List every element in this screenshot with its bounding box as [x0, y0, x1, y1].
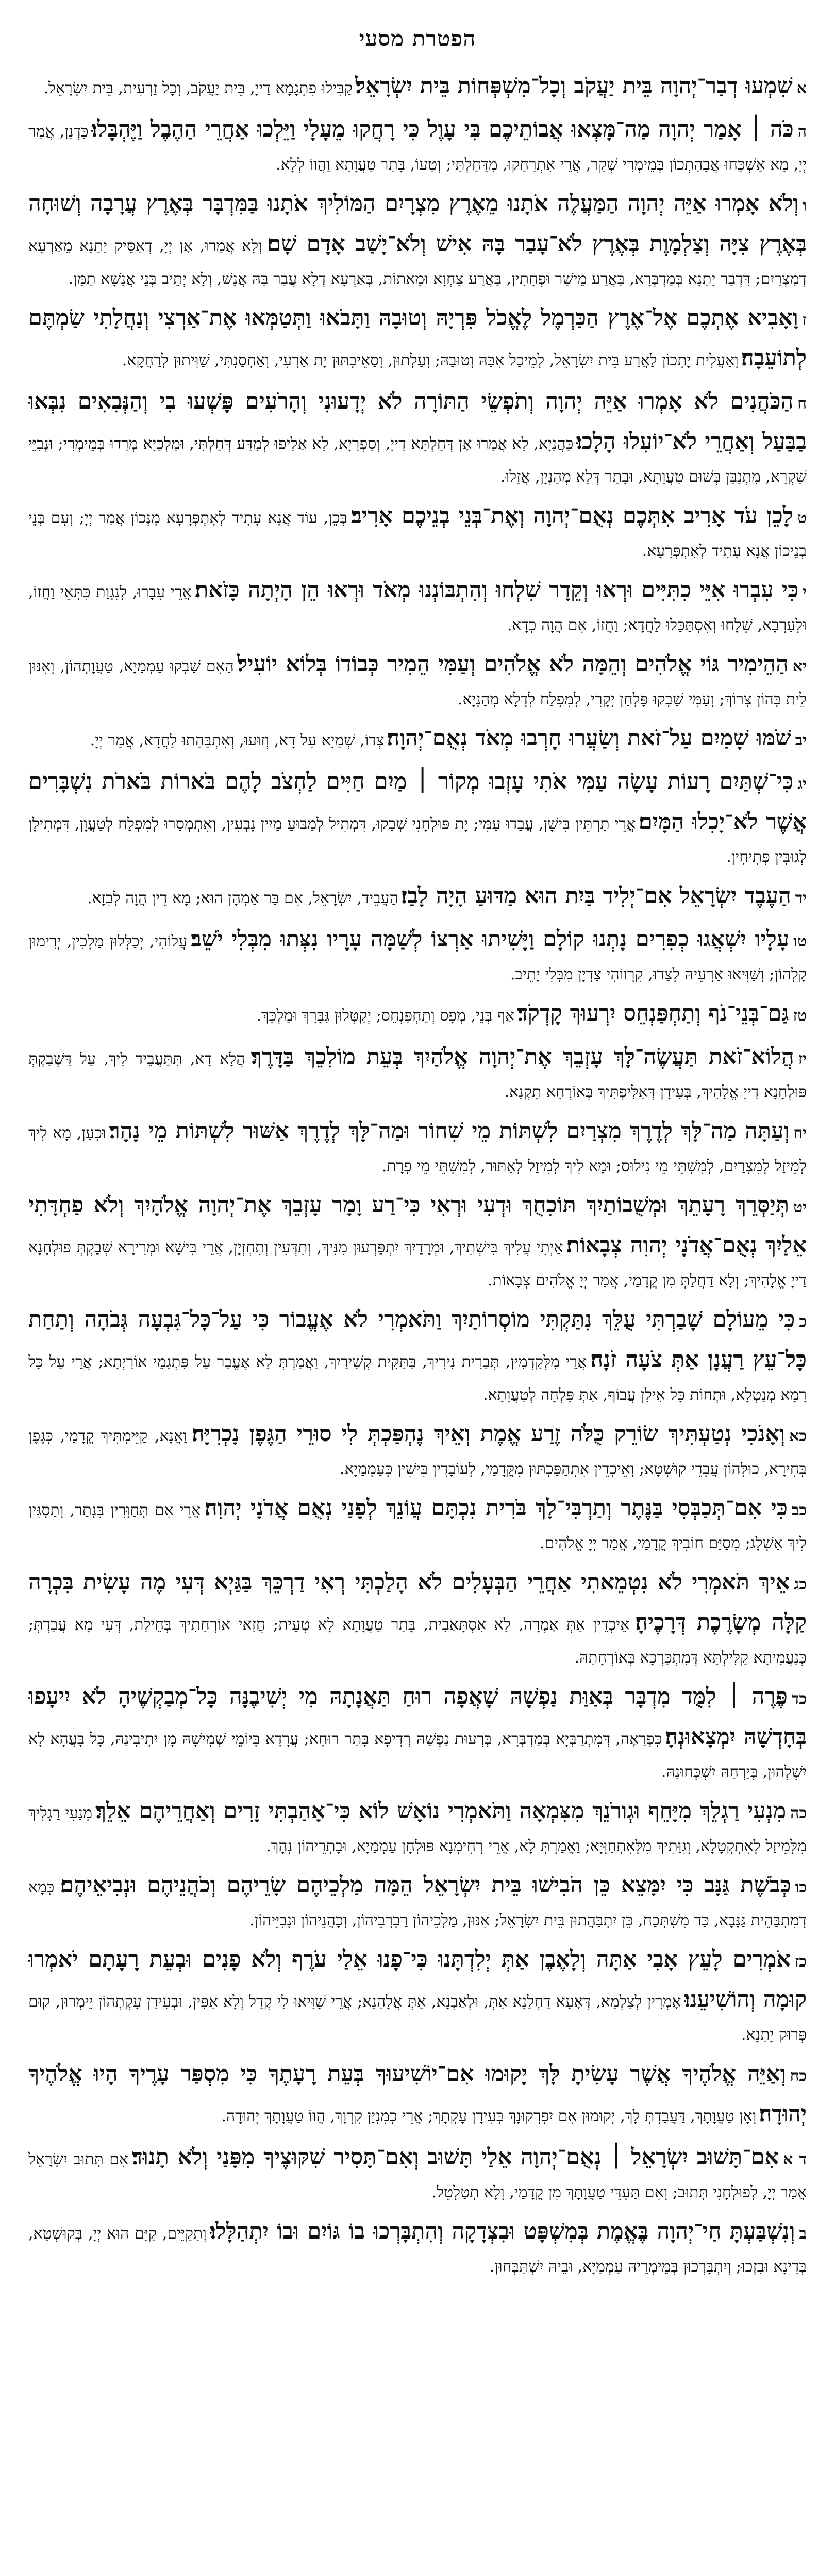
verse-text: אֵיךְ תֹּאמְרִי לֹא נִטְמֵאתִי אַחֲרֵי הַבְּעָלִים לֹא הָלַכְתִּי רְאִי דַרְכֵּךְ בַּגַּיְא דְּעִי מֶה עָשִׂית בִּכְרָה קַלָּה מְשָׂרֶכֶת דְּרָכֶיהָ׃: [28, 1569, 807, 1635]
targum-text: אֲרֵי אִם תְּחַוְּרִין בִּנְתַר, וְתַסְגִּין לִיךְ אַשְׁלָג; מְסַיַּם חוֹבִיךְ קֳדָמַי, אֲמַר יְיָ אֱלֹהִים.: [28, 1501, 807, 1552]
verse-number: כד: [791, 1690, 807, 1708]
targum-text: כִּפְרַאָה, דְּמִתְרַבְּיָא בְּמַדְבְּרָא, בְּרְעוּת נַפְשַׁהּ רְדִיפָא בָּתַר רוּחָא; עֲרָדָא בִּיוֹמֵי שְׁמִישָׁהּ מָן יִתִיבִינַהּ, כָּל בָּעֲהָא לָא יִשְׁלְהוּן, בְּיַרְחַהּ יִשְׁכְּחוּנַהּ.: [28, 1730, 807, 1781]
verse-text: כֹּה ׀ אָמַר יְהוָה מַה־מָּצְאוּ אֲבוֹתֵיכֶם בִּי עָוֶל כִּי רָחֲקוּ מֵעָלָי וַיֵּלְכוּ אַחֲרֵי הַהֶבֶל וַיֶּהְבָּלוּ׃: [91, 116, 794, 142]
targum-text: וַאֲנָא, קַיֵּימְתִּיךְ קֳדָמַי, כְּגֶפֶן בְּחִירָא, כוּלְּהוֹן עֲבְדֵי קוּשְׁטָא; וְאֵיכְדֵין אִתְהַפַּכְתּוּן מִקֳּדָמַי, לְעוֹבָדִין בִּישִׁין כְּעַמְמַיָא.: [28, 1427, 807, 1478]
verse-text: מִנְעִי רַגְלֵךְ מִיָּחֵף וּגְורֹנֵךְ מִצִּמְאָה וַתֹּאמְרִי נוֹאָשׁ לוֹא כִּי־אָהַבְתִּי זָרִים וְאַחֲרֵיהֶם אֵלֵךְ׃: [95, 1798, 787, 1824]
verse-number: כז: [794, 1953, 807, 1971]
targum-text: בְּכֵן, עוֹד אֲנָא עָתִיד לְאִתְפְּרָעָא מִנְּכוֹן אֲמַר יְיָ; וְעִם בְּנֵי בְנֵיכוֹן אֲנָא עָתִיד לְאִתְפְּרָעָא.: [28, 509, 807, 560]
verse-text: אֹמְרִים לָעֵץ אָבִי אַתָּה וְלָאֶבֶן אַתְּ יְלִדְתָּנוּ כִּי־פָנוּ אֵלַי עֹרֶף וְלֹא פָנִים וּבְעֵת רָעָתָם יֹאמְרוּ קוּמָה וְהוֹשִׁיעֵנוּ׃: [28, 1946, 807, 2012]
passage-21: [28, 1676, 807, 1788]
targum-text: צְדוֹ, שְׁמַיָא עַל דָא, וְזוּעוּ, וְאִתְבַּהַתוּ לַחֲדָא, אֲמַר יְיָ.: [90, 732, 385, 750]
passage-3: [28, 183, 807, 295]
targum-text: כְּמָא דְמִתְבַּהֵית גַּנָּבָא, כַּד מִשְׁתְּכַח, כֵּן יִתְבַּהֲתוּן בֵּית יִשְׂרָאֵל; אִנּוּן, מַלְכֵיהוֹן רַבְרְבֵיהוֹן, וְכָהֲנֵיהוֹן וּנְבִיֵּיהוֹן.: [28, 1878, 807, 1929]
verse-text: שִׁמְעוּ דְבַר־יְהוָה בֵּית יַעֲקֹב וְכָל־מִשְׁפְּחוֹת בֵּית יִשְׂרָאֵל׃: [355, 73, 793, 99]
passage-25: [28, 2054, 807, 2134]
verse-text: פֶּרֶה ׀ לִמֻּד מִדְבָּר בְּאַוַּת נַפְשָׁהּ שָׁאֲפָה רוּחַ תַּאֲנָתָהּ מִי יְשִׁיבֶנָּה כָּל־מְבַקְשֶׁיהָ לֹא יִיעָפוּ בְּחָדְשָׁהּ יִמְצָאוּנְהָ׃: [28, 1684, 807, 1750]
passage-24: [28, 1939, 807, 2050]
verse-number: כה: [790, 1804, 807, 1822]
verse-number: כא: [789, 1427, 807, 1445]
targum-text: קַבִּילוּ פִתְגָמָא דַייָ, בֵּית יַעֲקֹב, וְכָל זַרְעִית, בֵּית יִשְׂרָאֵל.: [43, 79, 353, 97]
passage-10: [28, 761, 807, 873]
verse-number: ז: [802, 311, 807, 329]
verse-text: הֲלוֹא־זֹאת תַּעֲשֶׂה־לָּךְ עָזְבֵךְ אֶת־יְהוָה אֱלֹהַיִךְ בְּעֵת מוֹלִכֵךְ בַּדָּרֶךְ׃: [250, 1044, 794, 1070]
verse-text: הַכֹּהֲנִים לֹא אָמְרוּ אַיֵּה יְהוָה וְתֹפְשֵׂי הַתּוֹרָה לֹא יְדָעוּנִי וְהָרֹעִים פָּשְׁעוּ בִי וְהַנְּבִאִים נִבְּאוּ בַבַּעַל וְאַחֲרֵי לֹא־יוֹעִלוּ הָלָכוּ׃: [28, 388, 807, 454]
verse-text: וְאָנֹכִי נְטַעְתִּיךְ שׂוֹרֵק כֻּלֹּה זֶרַע אֱמֶת וְאֵיךְ נֶהְפַּכְתְּ לִי סוּרֵי הַגֶּפֶן נָכְרִיָּה׃: [192, 1421, 786, 1447]
passage-2: [28, 109, 807, 180]
passage-7: [28, 570, 807, 641]
verse-text: וְנִשְׁבַּעְתָּ חַי־יְהוָה בֶּאֱמֶת בְּמִשְׁפָּט וּבִצְדָקָה וְהִתְבָּרְכוּ בוֹ גּוֹיִם וּבוֹ יִתְהַלָּלוּ׃: [210, 2218, 795, 2244]
verse-number: יז: [798, 1050, 807, 1068]
verse-text: וְלֹא אָמְרוּ אַיֵּה יְהוָה הַמַּעֲלֶה אֹתָנוּ מֵאֶרֶץ מִצְרָיִם הַמּוֹלִיךְ אֹתָנוּ בַּמִּדְבָּר בְּאֶרֶץ עֲרָבָה וְשׁוּחָה בְּאֶרֶץ צִיָּה וְצַלְמָוֶת בְּאֶרֶץ לֹא־עָבַר בָּהּ אִישׁ וְלֹא־יָשַׁב אָדָם שָׁם׃: [28, 191, 807, 257]
passage-17: [28, 1299, 807, 1411]
verse-text: לָכֵן עֹד אָרִיב אִתְּכֶם נְאֻם־יְהוָה וְאֶת־בְּנֵי בְנֵיכֶם אָרִיב׃: [351, 503, 793, 529]
verse-number: י: [803, 583, 807, 601]
targum-text: הַאִם שַׁבְקוּ עַמְמַיָא, טַעֲוָתְהוֹן, וְאִנּוּן לֵית בְּהוֹן צְרוֹךְ; וְעַמִּי שַׁבְקוּ פָּלְחַן יְקָרִי, לְמִפְלַח לִדְלָא מְהַנְיָא.: [28, 657, 807, 708]
passage-12: [28, 919, 807, 990]
verse-number: יג: [797, 775, 807, 793]
verse-text: וָאָבִיא אֶתְכֶם אֶל־אֶרֶץ הַכַּרְמֶל לֶאֱכֹל פִּרְיָהּ וְטוּבָהּ וַתָּבֹאוּ וַתְּטַמְּאוּ אֶת־אַרְצִי וְנַחֲלָתִי שַׂמְתֶּם לְתוֹעֵבָה׃: [28, 305, 807, 371]
verse-text: כִּי אִם־תְּכַבְּסִי בַּנֶּתֶר וְתַרְבִּי־לָךְ בֹּרִית נִכְתָּם עֲוֹנֵךְ לְפָנַי נְאֻם אֲדֹנָי יְהוִה׃: [204, 1495, 788, 1521]
targum-text: וּכְעַן, מָא לִיךְ לְמֵיזַל לְמִצְרַיִם, לְמִשְׁתֵּי מֵי נִילוּס; וּמָא לִיךְ לְמִיזַל לְאַתּוּר, לְמִשְׁתֵּי מֵי פְרָת.: [28, 1124, 807, 1175]
verse-number: כח: [790, 2067, 807, 2085]
passage-18: [28, 1414, 807, 1485]
verse-text: הַהֵימִיר גּוֹי אֱלֹהִים וְהֵמָּה לֹא אֱלֹהִים וְעַמִּי הֵמִיר כְּבוֹדוֹ בְּלוֹא יוֹעִיל׃: [237, 651, 789, 677]
targum-text: אִם תְּתוּב יִשְׂרָאֵל אֲמַר יְיָ, לְפוּלְחָנִי תְּתוּב; וְאִם תַּעְדֵּי טַעֲוָתָךְ מִן קֳדָמַי, וְלָא תְטַלְטֵל.: [28, 2150, 807, 2201]
passage-20: [28, 1562, 807, 1673]
verse-number: טז: [793, 1007, 807, 1025]
targum-text: אֲרֵי מִלְּקַדְמִין, תְּבַרִית נִירִיךְ, בַּתַּקִּית קְשִׁירַיִךְ, וַאֲמַרְתְּ לָא אֶעֱבַר עַל פִּתְגָמֵי אוֹרַיְתָא; אֲרֵי עַל כָּל רָמָא מְנַטְלָא, וּתְחוֹת כָּל אִילָן עֲבוֹף, אַתְּ פָּלְחָה לְטַעֲוָתָא.: [28, 1353, 807, 1404]
targum-text: עֲלוֹהִי, יְכַלְּלוּן מַלְכִין, יְרִימוּן קָלְהוֹן; וְשַׁוִּיאוּ אַרְעֵיהּ לְצַדוּ, קִרְווֹהִי צַדְיָן מִבְּלִי יָתֵיב.: [28, 933, 807, 984]
passage-5: [28, 381, 807, 493]
verse-text: וְעַתָּה מַה־לָּךְ לְדֶרֶךְ מִצְרַיִם לִשְׁתּוֹת מֵי שִׁחוֹר וּמַה־לָּךְ לְדֶרֶךְ אַשּׁוּר לִשְׁתּוֹת מֵי נָהָר׃: [109, 1118, 790, 1144]
passage-27: [28, 2211, 807, 2282]
verse-number: יא: [792, 657, 807, 675]
verse-number: יב: [795, 732, 807, 750]
verse-text: תְּיַסְּרֵךְ רָעָתֵךְ וּמְשֻׁבוֹתַיִךְ תּוֹכִחֻךְ וּדְעִי וּרְאִי כִּי־רַע וָמָר עָזְבֵךְ אֶת־יְהוָה אֱלֹהָיִךְ וְלֹא פַחְדָּתִי אֵלַיִךְ נְאֻם־אֲדֹנָי יְהוִה צְבָאוֹת׃: [28, 1192, 807, 1258]
passage-4: [28, 298, 807, 378]
verse-text: אִם־תָּשׁוּב יִשְׂרָאֵל ׀ נְאֻם־יְהוָה אֵלַי תָּשׁוּב וְאִם־תָּסִיר שִׁקּוּצֶיךָ מִפָּנַי וְלֹא תָנוּד׃: [131, 2144, 779, 2170]
verse-number: כב: [791, 1501, 807, 1519]
targum-text: וְאָן טַעֲוָתָךְ, דַּעֲבַדְתְּ לָךְ, יְקוּמוּן אִם יִפְרְקוּנָךְ בְּעִידָן עָקְתָךְ; אֲרֵי כְמִנְיַן קִרְוָךְ, הֲווֹ טַעֲוָתָךְ יְהוּדָה.: [221, 2107, 757, 2125]
targum-text: הֲלָא דָא, תִּתַּעֲבֵיד לִיךְ, עַל דִּשְׁבַקְתְּ פּוּלְחָנָא דַייָ אֱלָהִיךְ, בְּעִידָן דְּאַלִּיפְתִּיךְ בְּאוֹרְחָא תָקְנָא.: [28, 1050, 807, 1101]
verse-text: כְּבֹשֶׁת גַּנָּב כִּי יִמָּצֵא כֵּן הֹבִישׁוּ בֵּית יִשְׂרָאֵל הֵמָּה מַלְכֵיהֶם שָׂרֵיהֶם וְכֹהֲנֵיהֶם וּנְבִיאֵיהֶם׃: [60, 1872, 791, 1898]
verse-number: ב: [799, 2225, 807, 2243]
targum-text: אָמְרִין לְצַלְמָא, דְּאָעָא דַחְלַנָא אַתְּ, וּלְאַבְנָא, אַתְּ אֲלָהַנָא; אֲרֵי שָׁוִּיאוּ לִי קְדַל וְלָא אַפִּין, וּבְעִידַן עָקְתְהוֹן יֵימְרוּן, קוּם פְּרוּק יָתַנָא.: [28, 1993, 807, 2044]
passage-11: [28, 876, 807, 916]
targum-text: וְאַעֲלִית יָתְכוֹן לַאֲרַע בֵּית יִשְׂרָאֵל, לְמֵיכַל אִבַּהּ וְטוּבַהּ; וְעַלְתוּן, וְסַאֵיבְתּוּן יָת אַרְעִי, וְאַחְסַנְתִּי, שַׁוִּיתוּן לְרַחֲקָא.: [122, 351, 739, 369]
passage-23: [28, 1865, 807, 1936]
verse-number: ח: [797, 395, 807, 413]
passage-26: [28, 2137, 807, 2208]
targum-text: מְנַעִי רַגְלִיךְ מִלְּמֵיזַל לְאִתְקְטָלָא, וְגִוַּתִיךְ מִלְּאִתְחַוְּיָא; וַאֲמַרְתְּ לָא, אֲרֵי רְחִימְנָא פּוּלְחָן עַמְמַיָא, וּבָתְרֵיהוֹן נְהָךְ.: [28, 1804, 807, 1855]
passage-14: [28, 1037, 807, 1108]
verse-number: כ: [799, 1313, 807, 1331]
verse-number: יט: [793, 1198, 807, 1216]
targum-text: וְלָא אֲמַרוּ, אָן יְיָ, דְאַסֵּיק יָתַנָא מֵאַרְעָא דְמִצְרַיִם; דִּדְבַר יָתַנָא בְּמַדְבְּרָא, בַּאֲרַע מֵישַׁר וּפְחָתִין, בַּאֲרַע צַחְוָא וּמָאתוֹת, בְּאַרְעָא דְלָא עֲבַר בַּהּ אֲנָשׁ, וְלָא יְתֵיב בְּנֵי אֲנָשָׁא תַמָּן.: [28, 237, 807, 288]
targum-text: אֵיכְדֵין אַתְּ אָמְרָה, לָא אִסְתָּאַבִית, בָּתַר טַעֲוָתָא לָא טְעֵית; חֲזַאי אוֹרְחָתִיךְ בְּחֵילַת, דְּעִי מָא עֲבַדְתְּ; כְּנַעֲמִיתָא קַלִּילְתָּא דְּמִתְכַּרְכָא בְּאוֹרְחָתַהּ.: [28, 1616, 807, 1667]
page-title: הפטרת מסעי: [359, 26, 476, 51]
verse-text: הַעֶבֶד יִשְׂרָאֵל אִם־יְלִיד בַּיִת הוּא מַדּוּעַ הָיָה לָבַז׃: [400, 883, 791, 909]
targum-text: אֲרֵי עִבָרוּ, לְנִגְוַת כִּתְּאֵי וַחֲזוֹ, וּלְעַרְבָא, שְׁלָחוּ וְאִסְתַּכַּלוּ לַחֲדָא; וַחֲזוֹ, אִם הֲוָה כְדָא.: [28, 583, 807, 634]
verse-text: שֹׁמּוּ שָׁמַיִם עַל־זֹאת וְשַׂעֲרוּ חָרְבוּ מְאֹד נְאֻם־יְהוָה׃: [387, 725, 791, 751]
passage-1: [28, 66, 807, 106]
verse-text: עָלָיו יִשְׁאֲגוּ כְפִרִים נָתְנוּ קוֹלָם וַיָּשִׁיתוּ אַרְצוֹ לְשַׁמָּה עָרָיו נִצְּתוּ מִבְּלִי יֹשֵׁב׃: [191, 926, 790, 952]
verse-number: א: [796, 79, 807, 97]
verse-text: כִּי עִבְרוּ אִיֵּי כִתִּיִּים וּרְאוּ וְקֵדָר שִׁלְחוּ וְהִתְבּוֹנְנוּ מְאֹד וּרְאוּ הֵן הָיְתָה כָּזֹאת׃: [194, 577, 799, 603]
verse-number: כו: [795, 1878, 807, 1896]
targum-text: אַף בְּנֵי, מְפָס וְתַחְפַּנְחֵס; יְקַטְּלוּן גִּבָּרָךְ וּמַלְכָּךְ.: [256, 1007, 515, 1025]
passage-13: [28, 993, 807, 1033]
passage-15: [28, 1111, 807, 1182]
passage-19: [28, 1488, 807, 1559]
verse-number: ה: [797, 123, 807, 141]
targum-text: וְתִקַיֵּים, קַיָּם הוּא יְיָ, בְּקוּשְׁטָא, בְּדִינָא וּבִזְכוּ; וְיִתְבָּרְכוּן בְּמֵימְרֵיהּ עַמְמַיָא, וּבֵיהּ יִשְׁתַּבְּחוּן.: [28, 2225, 807, 2276]
verse-number: כג: [794, 1575, 807, 1594]
passage-22: [28, 1791, 807, 1862]
verse-number: יד: [795, 889, 807, 907]
verse-text: גַּם־בְּנֵי־נֹף וְתַחְפַּנְחֵס יִרְעוּךְ קָדְקֹד׃: [517, 1001, 789, 1026]
verse-number: ו: [803, 197, 807, 215]
targum-text: אֲרֵי תַרְתֵּין בִּישָׁן, עֲבַדוּ עַמִּי; יָת פּוּלְחָנִי שְׁבַקוּ, דִּמְתִיל לְמַבּוּעַ מַיִין נָבְעִין, וְאִתְמְסַרוּ לְמִפְלַח לְטַעֲוָן, דִּמְתִילָן לְגוּבִּין פְּתִיחִין.: [28, 815, 807, 866]
verse-text: כִּי מֵעוֹלָם שָׁבַרְתִּי עֻלֵּךְ נִתַּקְתִּי מוֹסְרוֹתַיִךְ וַתֹּאמְרִי לֹא אֶעֱבוֹר כִּי עַל־כָּל־גִּבְעָה גְּבֹהָה וְתַחַת כָּל־עֵץ רַעֲנָן אַתְּ צֹעָה זֹנָה׃: [28, 1307, 807, 1372]
passage-16: [28, 1185, 807, 1296]
targum-text: הַעֲבֵיד, יִשְׂרָאֵל, אִם בַּר אַמְהָן הוּא; מָא דֵין הֲוָה לְבִזָא.: [87, 889, 398, 907]
verse-number: טו: [793, 933, 807, 951]
passage-6: [28, 496, 807, 567]
passage-9: [28, 718, 807, 758]
targum-text: כַּהֲנַיָא, לָא אֲמַרוּ אָן דְּחַלְתָּא דַייָ, וְסַפְרַיָא, לָא אַלִיפוּ לְמִדַּע דְּחַלְתִּי, וּמַלְכַיָא מְרַדוּ בְּמֵימְרִי; וּנְבִיֵּי שִׁקְרָא, מִתְנַבַּן בְּשׁוּם טַעֲוָתָא, וּבָתַר דְּלָא מְהַנְיָן, אֲזַלוּ.: [28, 435, 807, 486]
verse-text: כִּי־שְׁתַּיִם רָעוֹת עָשָׂה עַמִּי אֹתִי עָזְבוּ מְקוֹר ׀ מַיִם חַיִּים לַחְצֹב לָהֶם בֹּארוֹת בֹּארֹת נִשְׁבָּרִים אֲשֶׁר לֹא־יָכִלוּ הַמָּיִם׃: [28, 769, 807, 835]
passage-body: [28, 66, 807, 2282]
targum-text: אַיְתִי עֲלִיךְ בִּישְׁתִיךְ, וּמְרָדַיִךְ יִתְפַּרְעוּן מִנִּיךְ, וְתִדְּעִין וְתִחְזְיָן, אֲרֵי בִּישָׁא וּמְרִירָא שְׁבַקְתְּ פּוּלְחָנָא דַייָ אֱלָהִיךְ; וְלָא דַחֲלַתְּ מִן קֳדָמַי, אֲמַר יְיָ אֱלֹהִים צְבָאוֹת.: [28, 1239, 807, 1290]
verse-number: ט: [797, 509, 807, 527]
targum-text: כִּדְנַן, אֲמַר יְיָ, מָא אַשְׁכַּחוּ אֲבָהַתְכוֹן בְּמֵימְרִי שְׁקַר, אֲרֵי אִתְרַחַקוּ, מִדַּחַלְתִּי; וְטַעוֹ, בָּתַר טַעֲוָתָא וַהֲווֹ לְלָא.: [28, 123, 807, 174]
verse-text: וְאַיֵּה אֱלֹהֶיךָ אֲשֶׁר עָשִׂיתָ לָּךְ יָקוּמוּ אִם־יוֹשִׁיעוּךָ בְּעֵת רָעָתֶךָ כִּי מִסְפַּר עָרֶיךָ הָיוּ אֱלֹהֶיךָ יְהוּדָה׃: [28, 2061, 807, 2127]
verse-number: ד א: [783, 2150, 807, 2168]
passage-8: [28, 644, 807, 715]
verse-number: יח: [793, 1124, 807, 1142]
